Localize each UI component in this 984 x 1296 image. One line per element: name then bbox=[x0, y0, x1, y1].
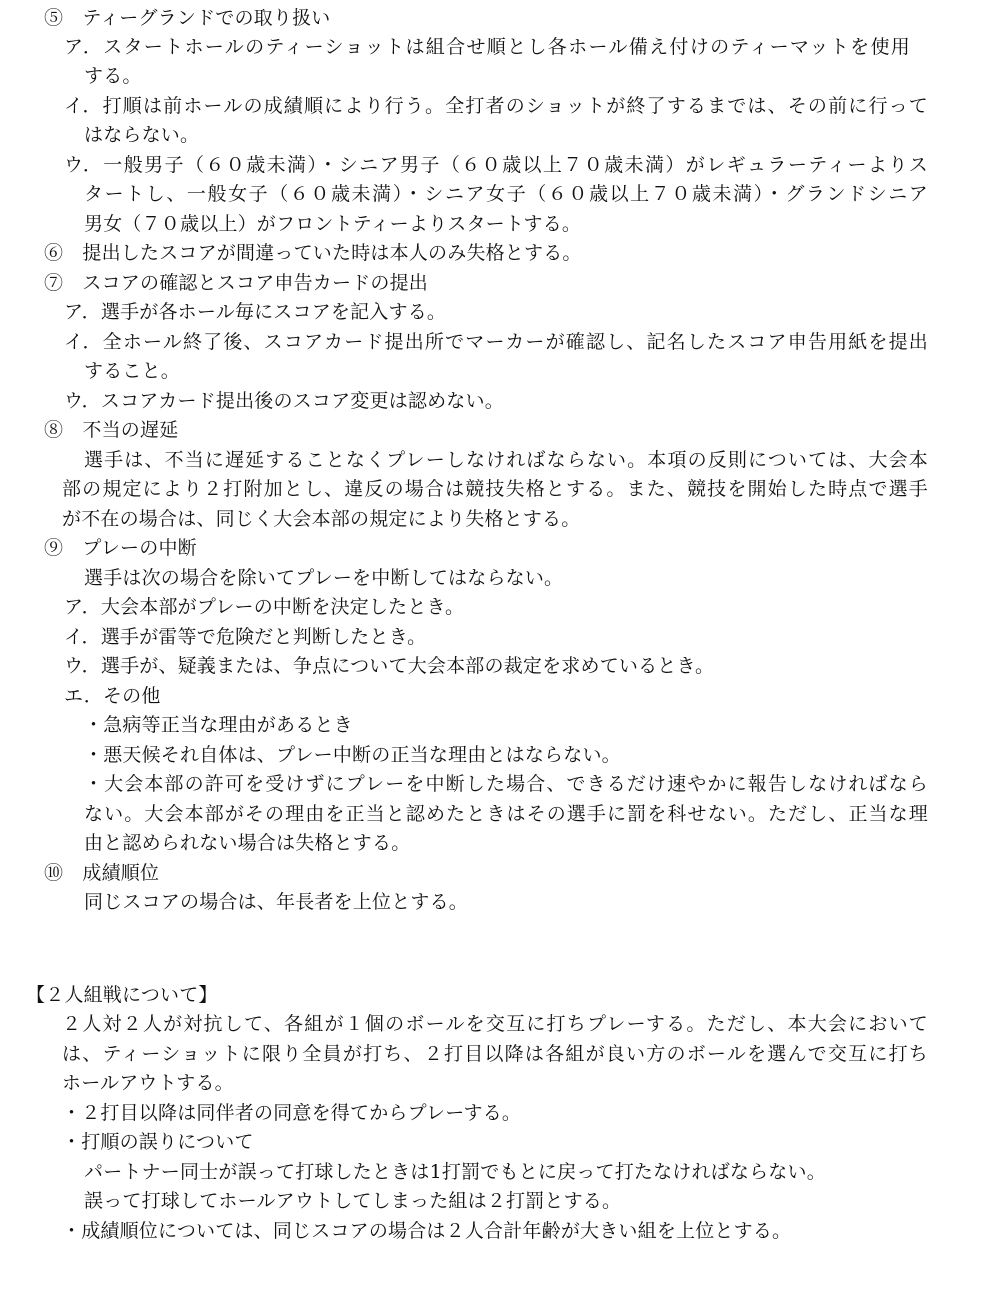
section-5-item-u-line-1: ウ．一般男子（６０歳未満）・シニア男子（６０歳以上７０歳未満）がレギュラーティーよりス bbox=[64, 154, 928, 176]
section-9-bullet-2: ・悪天候それ自体は、プレー中断の正当な理由とはならない。 bbox=[84, 744, 621, 766]
section-9-bullet-3-line-3: 由と認められない場合は失格とする。 bbox=[84, 832, 411, 854]
section-8-body-line-1: 選手は、不当に遅延することなくプレーしなければならない。本項の反則については、大会本 bbox=[84, 449, 928, 471]
section-5-item-a-line-2: する。 bbox=[84, 65, 142, 87]
pairs-bullet-2: ・打順の誤りについて bbox=[62, 1131, 254, 1153]
section-9-bullet-1: ・急病等正当な理由があるとき bbox=[84, 714, 353, 736]
pairs-section-heading: 【２人組戦について】 bbox=[26, 984, 218, 1006]
section-8-body-line-2: 部の規定により２打附加とし、違反の場合は競技失格とする。また、競技を開始した時点で選手 bbox=[62, 478, 928, 500]
section-10-heading: ⑩ 成績順位 bbox=[44, 862, 160, 884]
section-7-item-a: ア．選手が各ホール毎にスコアを記入する。 bbox=[64, 301, 447, 323]
section-9-item-a: ア．大会本部がプレーの中断を決定したとき。 bbox=[64, 596, 465, 618]
section-5-item-i-line-2: はならない。 bbox=[84, 124, 200, 146]
pairs-bullet-1: ・２打目以降は同伴者の同意を得てからプレーする。 bbox=[62, 1102, 522, 1124]
section-9-bullet-3-line-1: ・大会本部の許可を受けずにプレーを中断した場合、できるだけ速やかに報告しなければなら bbox=[84, 773, 928, 795]
pairs-body-line-1: ２人対２人が対抗して、各組が１個のボールを交互に打ちプレーする。ただし、本大会において bbox=[62, 1013, 928, 1035]
section-5-item-i-line-1: イ．打順は前ホールの成績順により行う。全打者のショットが終了するまでは、その前に行って bbox=[64, 95, 928, 117]
section-9-item-e: エ．その他 bbox=[64, 685, 161, 707]
section-7-item-i-line-2: すること。 bbox=[84, 360, 181, 382]
section-6-heading: ⑥ 提出したスコアが間違っていた時は本人のみ失格とする。 bbox=[44, 242, 582, 264]
section-9-intro: 選手は次の場合を除いてプレーを中断してはならない。 bbox=[84, 567, 564, 589]
section-5-heading: ⑤ ティーグランドでの取り扱い bbox=[44, 7, 331, 29]
section-9-item-i: イ．選手が雷等で危険だと判断したとき。 bbox=[64, 626, 427, 648]
section-7-heading: ⑦ スコアの確認とスコア申告カードの提出 bbox=[44, 272, 429, 294]
section-9-heading: ⑨ プレーの中断 bbox=[44, 537, 197, 559]
section-8-body-line-3: が不在の場合は、同じく大会本部の規定により失格とする。 bbox=[62, 508, 581, 530]
section-5-item-a-line-1: ア．スタートホールのティーショットは組合せ順とし各ホール備え付けのティーマットを使用 bbox=[64, 36, 910, 58]
pairs-body-line-3: ホールアウトする。 bbox=[62, 1072, 234, 1094]
section-9-item-u: ウ．選手が、疑義または、争点について大会本部の裁定を求めているとき。 bbox=[64, 655, 715, 677]
section-7-item-u: ウ．スコアカード提出後のスコア変更は認めない。 bbox=[64, 390, 504, 412]
section-9-bullet-3-line-2: ない。大会本部がその理由を正当と認めたときはその選手に罰を科せない。ただし、正当な理 bbox=[84, 803, 928, 825]
section-7-item-i-line-1: イ．全ホール終了後、スコアカード提出所でマーカーが確認し、記名したスコア申告用紙を提出 bbox=[64, 331, 928, 353]
section-5-item-u-line-3: 男女（７０歳以上）がフロントティーよりスタートする。 bbox=[84, 213, 582, 235]
pairs-bullet-2-detail-1: パートナー同士が誤って打球したときは1打罰でもとに戻って打たなければならない。 bbox=[84, 1161, 826, 1183]
pairs-body-line-2: は、ティーショットに限り全員が打ち、２打目以降は各組が良い方のボールを選んで交互に打ち bbox=[62, 1043, 928, 1065]
pairs-bullet-2-detail-2: 誤って打球してホールアウトしてしまった組は２打罰とする。 bbox=[84, 1190, 622, 1212]
section-8-heading: ⑧ 不当の遅延 bbox=[44, 419, 179, 441]
section-10-body: 同じスコアの場合は、年長者を上位とする。 bbox=[84, 891, 469, 913]
section-5-item-u-line-2: タートし、一般女子（６０歳未満）・シニア女子（６０歳以上７０歳未満）・グランドシニア bbox=[84, 183, 928, 205]
pairs-bullet-3: ・成績順位については、同じスコアの場合は２人合計年齢が大きい組を上位とする。 bbox=[62, 1220, 792, 1242]
